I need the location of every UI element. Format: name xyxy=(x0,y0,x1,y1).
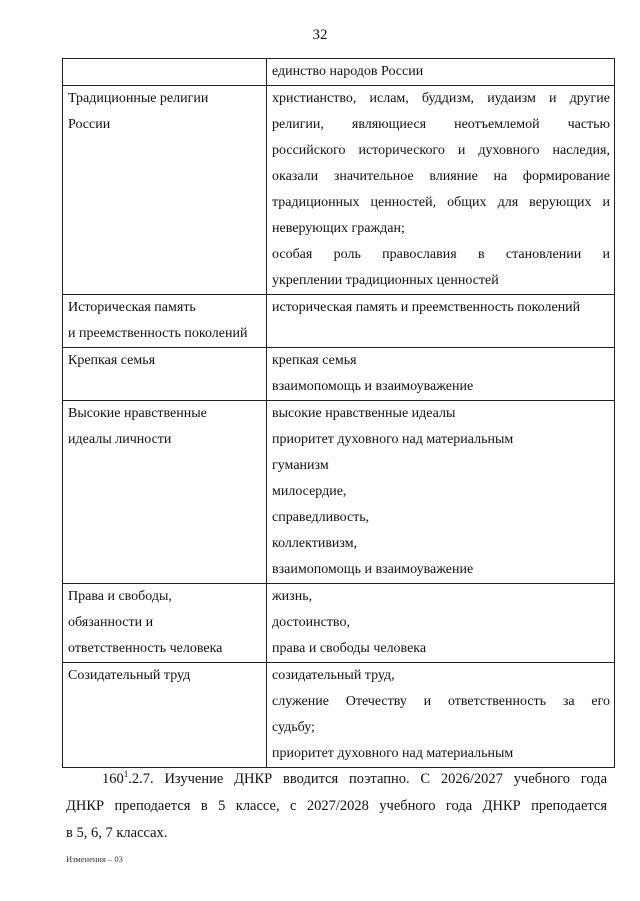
paragraph-line-3: в 5, 6, 7 классах. xyxy=(66,824,168,841)
description-line: единство народов России xyxy=(272,64,424,79)
table-row xyxy=(63,295,615,348)
description-line: высокие нравственные идеалы xyxy=(272,406,456,421)
description-line: традиционных ценностей, общих для верующих и xyxy=(272,195,610,210)
value-category-cell xyxy=(63,348,267,401)
description-line: взаимопомощь и взаимоуважение xyxy=(272,562,474,577)
table-row xyxy=(63,663,615,768)
category-line: Высокие нравственные xyxy=(68,406,207,421)
description-line: права и свободы человека xyxy=(272,641,427,656)
description-line: приоритет духовного над материальным xyxy=(272,746,514,761)
table-row xyxy=(63,59,615,86)
description-line: служение Отечеству и ответственность за его xyxy=(272,694,610,709)
value-category-cell xyxy=(63,584,267,663)
table-row xyxy=(63,584,615,663)
description-line: крепкая семья xyxy=(272,353,357,368)
category-line: идеалы личности xyxy=(68,432,172,447)
description-line: справедливость, xyxy=(272,510,370,525)
description-line: укреплении традиционных ценностей xyxy=(272,273,499,288)
paragraph-text-1: Изучение ДНКР вводится поэтапно. С 2026/2027 учебного года xyxy=(164,770,607,787)
description-line: взаимопомощь и взаимоуважение xyxy=(272,379,474,394)
description-line: достоинство, xyxy=(272,615,350,630)
description-line: историческая память и преемственность поколений xyxy=(272,300,581,315)
description-line: судьбу; xyxy=(272,720,315,735)
value-category-cell xyxy=(63,59,267,86)
paragraph-number-suffix: .2.7. xyxy=(128,770,154,787)
paragraph-number-superscript: 1 xyxy=(123,769,129,779)
value-category-cell xyxy=(63,86,267,295)
paragraph-line-1 xyxy=(66,761,607,793)
category-line: Историческая память xyxy=(68,300,196,315)
description-line: коллективизм, xyxy=(272,536,358,551)
footer-change-note: Изменения – 03 xyxy=(66,854,123,864)
category-line: Права и свободы, xyxy=(68,589,172,604)
paragraph-number-prefix: 160 xyxy=(102,770,124,787)
value-description-cell xyxy=(267,401,615,584)
value-description-cell xyxy=(267,584,615,663)
table-body xyxy=(63,59,615,768)
description-line: созидательный труд, xyxy=(272,668,395,683)
description-line: оказали значительное влияние на формирование xyxy=(272,169,610,184)
description-line: жизнь, xyxy=(272,589,313,604)
values-table xyxy=(62,58,615,768)
description-line: приоритет духовного над материальным xyxy=(272,432,514,447)
category-line: Традиционные религии xyxy=(68,91,209,106)
description-line: религии, являющиеся неотъемлемой частью xyxy=(272,117,610,132)
description-line: христианство, ислам, буддизм, иудаизм и другие xyxy=(272,91,610,106)
body-paragraph xyxy=(66,761,607,847)
description-line: гуманизм xyxy=(272,458,329,473)
category-line: ответственность человека xyxy=(68,641,223,656)
category-line: Крепкая семья xyxy=(68,353,156,368)
description-line: российского исторического и духовного наследия, xyxy=(272,143,610,158)
value-description-cell xyxy=(267,348,615,401)
category-line: и преемственность поколений xyxy=(68,326,248,341)
category-line: России xyxy=(68,117,111,132)
value-description-cell xyxy=(267,59,615,86)
description-line: особая роль православия в становлении и xyxy=(272,247,610,262)
table-row xyxy=(63,348,615,401)
value-description-cell xyxy=(267,295,615,348)
page-number: 32 xyxy=(312,27,328,43)
category-line: обязанности и xyxy=(68,615,154,630)
table-row xyxy=(63,86,615,295)
description-line: неверующих граждан; xyxy=(272,221,405,236)
value-category-cell xyxy=(63,295,267,348)
value-description-cell xyxy=(267,663,615,768)
paragraph-line-2: ДНКР преподается в 5 классе, с 2027/2028 учебного года ДНКР преподается xyxy=(66,797,607,814)
value-description-cell xyxy=(267,86,615,295)
category-line: Созидательный труд xyxy=(68,668,191,683)
table-row xyxy=(63,401,615,584)
description-line: милосердие, xyxy=(272,484,347,499)
value-category-cell xyxy=(63,663,267,768)
value-category-cell xyxy=(63,401,267,584)
paragraph-number xyxy=(102,771,154,787)
